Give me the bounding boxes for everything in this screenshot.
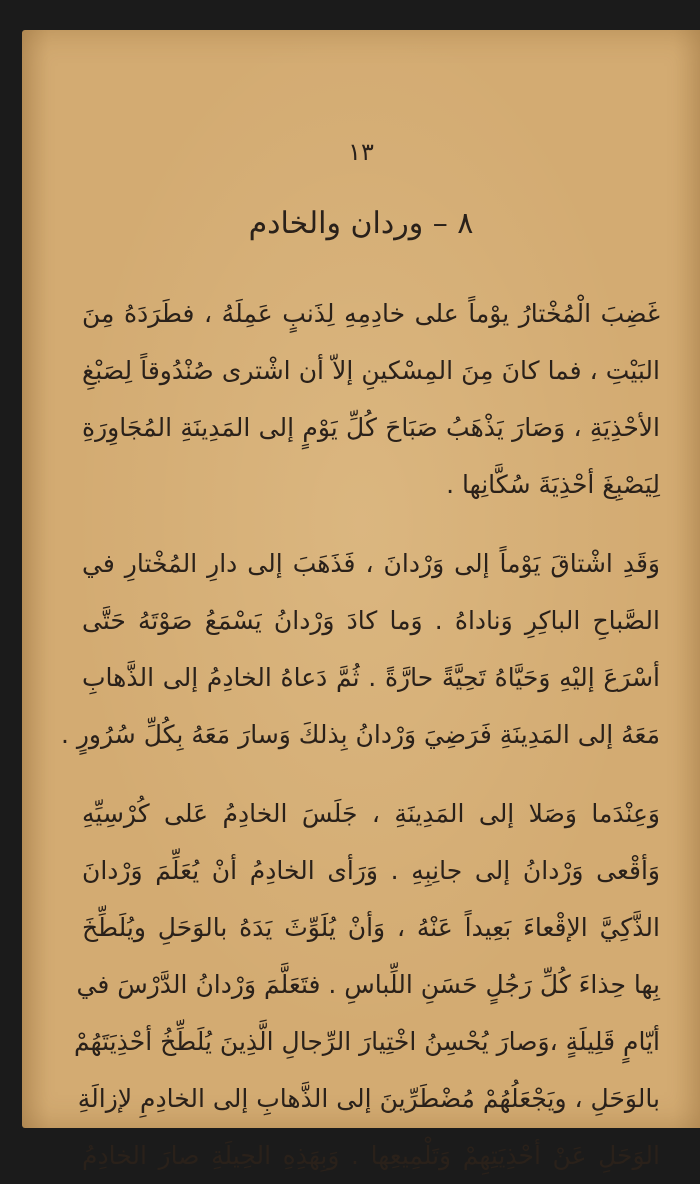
- text-line: وَقَدِ اشْتاقَ يَوْماً إلى وَرْدانَ ، فَذَهَبَ إلى دارِ المُخْتارِ في: [82, 549, 660, 578]
- paragraph-2: [60, 535, 660, 763]
- text-line: الصَّباحِ الباكِرِ وَناداهُ . وَما كادَ وَرْدانُ يَسْمَعُ صَوْتَهُ حَتَّى: [82, 606, 660, 635]
- book-page: [22, 30, 700, 1170]
- text-line: بالوَحَلِ ، ويَجْعَلُهُمْ مُضْطَرِّينَ إلى الذَّهابِ إلى الخادِمِ لإزالَةِ: [77, 1084, 660, 1113]
- text-line: الأحْذِيَةِ ، وَصَارَ يَذْهَبُ صَبَاحَ كُلِّ يَوْمٍ إلى المَدِينَةِ المُجَاوِرَةِ: [82, 413, 660, 442]
- text-line: لِيَصْبِغَ أحْذِيَةَ سُكَّانِها .: [446, 470, 660, 499]
- text-line: الذَّكِيَّ الإقْعاءَ بَعِيداً عَنْهُ ، وَأنْ يُلَوِّثَ يَدَهُ بالوَحَلِ ويُلَطِّخَ: [82, 913, 660, 942]
- paragraph-gap: [82, 513, 660, 535]
- text-line: وَعِنْدَما وَصَلا إلى المَدِينَةِ ، جَلَسَ الخادِمُ عَلى كُرْسِيِّهِ: [82, 799, 660, 828]
- paragraph-3: [73, 785, 660, 1184]
- text-line: وَأقْعى وَرْدانُ إلى جانِبِهِ . وَرَأى الخادِمُ أنْ يُعَلِّمَ وَرْدانَ: [82, 856, 660, 885]
- text-line: غَضِبَ الْمُخْتارُ يوْماً على خادِمِهِ لِذَنبٍ عَمِلَهُ ، فطَرَدَهُ مِنَ: [82, 299, 660, 328]
- text-line: أيّامٍ قَلِيلَةٍ ،وَصارَ يُحْسِنُ اخْتِيارَ الرِّجالِ الَّذِينَ يُلَطِّخُ أحْذِيَتَهُمْ: [73, 1027, 660, 1056]
- text-line: البَيْتِ ، فما كانَ مِنَ المِسْكينِ إلاّ أن اشْترى صُنْدُوقاً لِصَبْغِ: [82, 356, 660, 385]
- paragraph-1: [82, 285, 660, 513]
- body-text: [60, 285, 660, 1184]
- paragraph-gap: [82, 763, 660, 785]
- text-line: أسْرَعَ إليْهِ وَحَيَّاهُ تَحِيَّةً حارَّةً . ثُمَّ دَعاهُ الخادِمُ إلى الذَّهابِ: [82, 663, 660, 692]
- text-line: بِها حِذاءَ كُلِّ رَجُلٍ حَسَنِ اللِّباسِ . فتَعَلَّمَ وَرْدانُ الدَّرْسَ في: [76, 970, 660, 999]
- chapter-title: ٨ – وردان والخادم: [248, 206, 474, 241]
- text-line: مَعَهُ إلى المَدِينَةِ فَرَضِيَ وَرْدانُ بِذلكَ وَسارَ مَعَهُ بِكُلِّ سُرُورٍ .: [60, 720, 660, 749]
- page-number: ١٣: [348, 138, 374, 166]
- text-line: الوَحَلِ عَنْ أحْذِيَتِهِمْ وَتَلْمِيعِها . وَبِهَذِهِ الحِيلَةِ صارَ الخادِمُ: [82, 1141, 660, 1170]
